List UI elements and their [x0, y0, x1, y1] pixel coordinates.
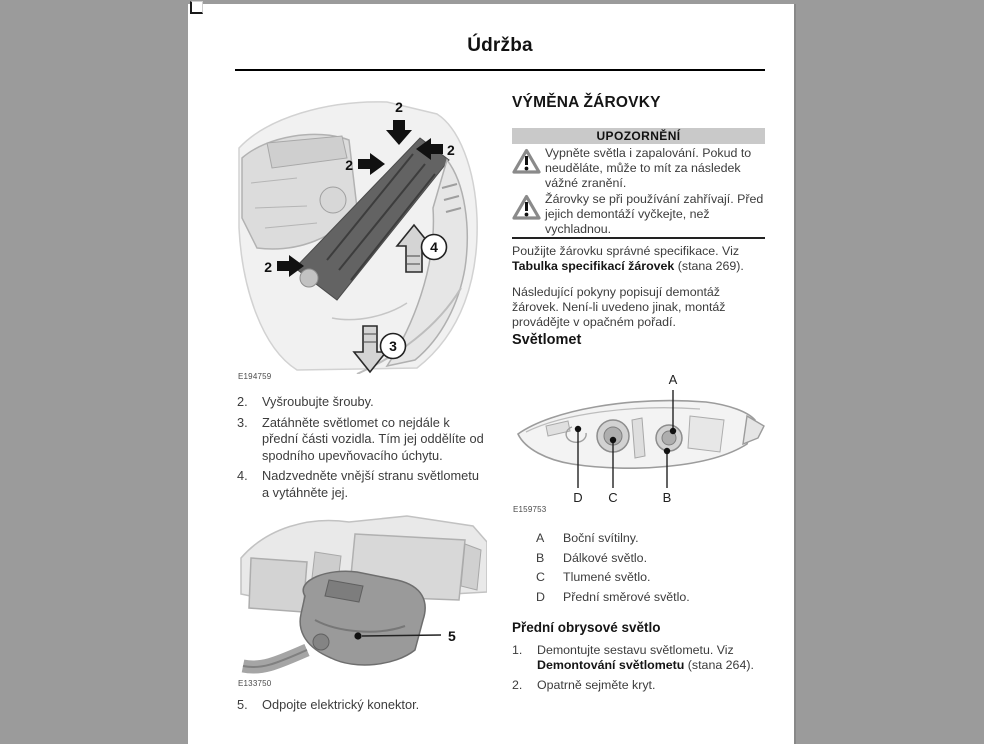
cross-reference: Demontování světlometu	[537, 658, 685, 673]
step-number: 1.	[512, 643, 523, 657]
figure1-label-right: 2	[447, 142, 455, 158]
list-item	[237, 468, 487, 501]
side-bracket	[461, 544, 481, 590]
front-position-lamp-steps	[512, 643, 765, 699]
legend-text: Tlumené světlo.	[563, 570, 651, 584]
cross-reference: Tabulka specifikací žárovek	[512, 259, 675, 274]
figure-connector-illustration	[237, 500, 487, 678]
dot-a	[670, 428, 676, 434]
warning-item	[512, 192, 765, 238]
figure1-label-mid: 2	[345, 157, 353, 173]
step-text-part: (stana 264).	[684, 658, 754, 673]
legend-key: A	[536, 531, 545, 545]
bracket-block	[249, 558, 307, 612]
document-page	[188, 4, 794, 744]
list-item	[237, 415, 487, 465]
step-text: Opatrně sejměte kryt.	[537, 678, 656, 693]
subsection-heading-svetlomet: Světlomet	[512, 332, 582, 348]
figure3-caption: E159753	[513, 505, 547, 514]
left-column	[237, 4, 487, 744]
page-title: Údržba	[467, 35, 533, 56]
step-text: Odpojte elektrický konektor.	[262, 697, 420, 712]
section-heading: VÝMĚNA ŽÁROVKY	[512, 94, 661, 111]
step-number: 3.	[237, 414, 248, 430]
figure1-label-left: 2	[264, 259, 272, 275]
warning-bar: UPOZORNĚNÍ	[512, 128, 765, 144]
page-corner-marker-icon	[190, 1, 203, 14]
figure3-label-a: A	[668, 372, 678, 387]
step-text	[537, 643, 765, 673]
figure3-label-c: C	[608, 490, 618, 505]
figure-headlamp-bulbs-illustration	[512, 372, 765, 505]
list-item	[512, 643, 765, 673]
legend-item	[536, 588, 765, 608]
legend-text: Přední směrové světlo.	[563, 589, 690, 604]
paragraph-text: Použijte žárovku správné specifikace. Viz	[512, 244, 740, 258]
legend-item	[536, 568, 765, 588]
legend-key: C	[536, 570, 545, 584]
legend-item	[536, 529, 765, 549]
step-text: Nadzvedněte vnější stranu světlometu a vytáhněte jej.	[262, 468, 479, 500]
paragraph-pokyny: Následující pokyny popisují demontáž žárovek. Není-li uvedeno jinak, montáž provádějte v opačném pořadí.	[512, 285, 726, 330]
figure1-label-lift: 4	[430, 239, 438, 255]
step-text: Zatáhněte světlomet co nejdále k přední části vozidla. Tím jej oddělíte od spodního upevňovacího úchytu.	[262, 414, 484, 463]
removal-steps-list	[237, 394, 487, 505]
wiring-harness	[243, 650, 307, 667]
callout-dot	[354, 632, 361, 639]
figure2-caption: E133750	[238, 679, 272, 688]
figure1-label-top: 2	[395, 99, 403, 115]
connector-boss	[313, 634, 329, 650]
legend-text: Dálkové světlo.	[563, 550, 648, 565]
warning-item	[512, 146, 765, 192]
figure-headlamp-removal-illustration	[237, 88, 487, 374]
reservoir-cap	[320, 187, 346, 213]
paragraph-spec	[512, 244, 765, 274]
list-item	[512, 678, 765, 693]
legend-text: Boční svítilny.	[563, 531, 639, 545]
warning-triangle-icon	[512, 146, 545, 192]
legend-key: B	[536, 550, 545, 565]
figure2-label: 5	[448, 628, 456, 644]
figure3-label-d: D	[573, 490, 583, 505]
headlamp-tab	[743, 416, 764, 444]
bulb-legend-list	[536, 529, 765, 607]
step-text: Vyšroubujte šrouby.	[262, 394, 374, 409]
warning-text: Žárovky se při používání zahřívají. Před jejich demontáží vyčkejte, než vychladnou.	[545, 192, 764, 237]
step-number: 5.	[237, 697, 248, 712]
warning-text: Vypněte světla i zapalování. Pokud to neuděláte, může to mít za následek vážné zranění.	[545, 146, 752, 191]
figure1-label-down: 3	[389, 338, 397, 354]
step-number: 2.	[237, 394, 248, 409]
legend-key: D	[536, 589, 545, 604]
dot-d	[575, 426, 581, 432]
dot-c	[610, 437, 616, 443]
figure3-label-b: B	[662, 490, 672, 505]
dot-b	[664, 448, 670, 454]
list-item	[237, 394, 487, 411]
step-number: 4.	[237, 468, 248, 483]
paragraph-text: (stana 269).	[674, 259, 744, 274]
warning-triangle-icon	[512, 192, 545, 238]
subsection-heading-obrysove: Přední obrysové světlo	[512, 620, 661, 635]
section-divider	[512, 237, 765, 239]
legend-item	[536, 549, 765, 569]
electrical-connector	[300, 571, 425, 665]
right-column	[512, 4, 765, 744]
list-item	[237, 697, 487, 714]
mount-grommet	[300, 269, 318, 287]
callout-leader	[362, 635, 441, 636]
housing-pocket	[688, 416, 724, 452]
figure1-caption: E194759	[238, 372, 272, 381]
step-text-part: Demontujte sestavu světlometu. Viz	[537, 643, 734, 657]
step-number: 2.	[512, 678, 523, 693]
